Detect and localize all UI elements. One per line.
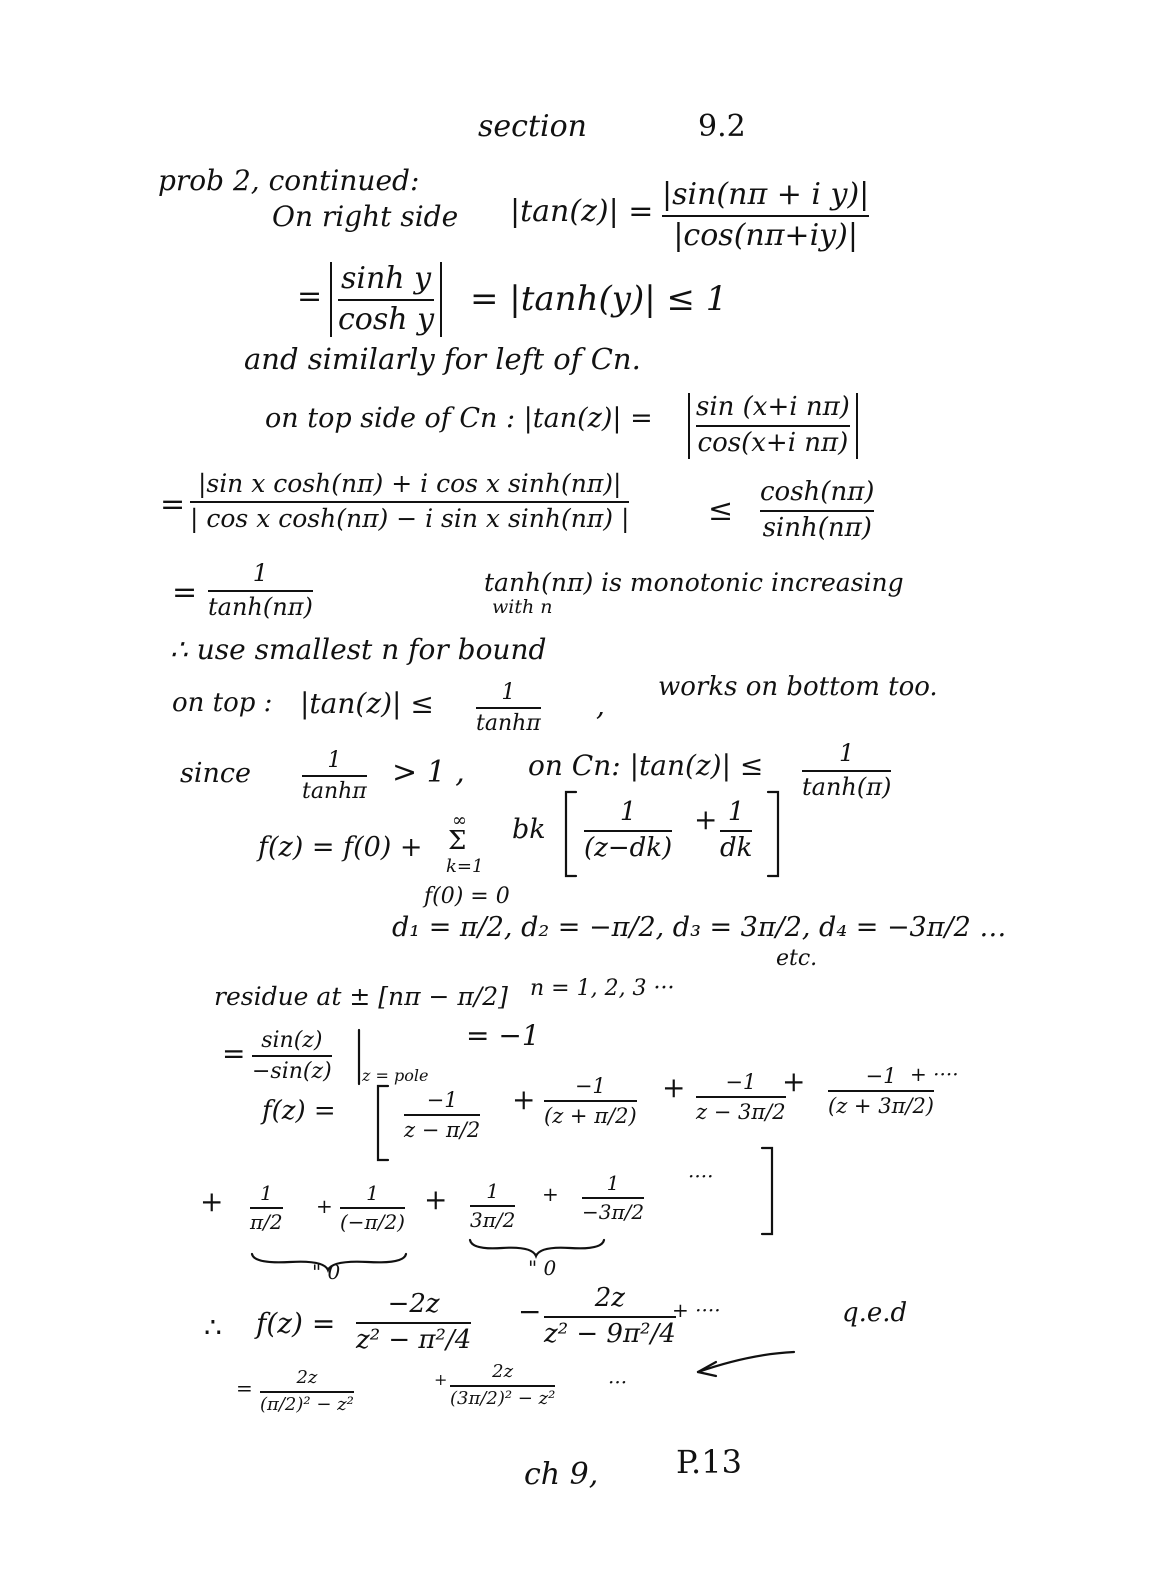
row2-term-4 [582, 1172, 644, 1224]
expansion-left-bracket [374, 1084, 394, 1164]
arrow-icon [690, 1346, 800, 1386]
qed: q.e.d [842, 1298, 908, 1328]
fraction-numerator: −1 [574, 1074, 606, 1098]
on-top-comma: , [596, 689, 605, 722]
fraction-numerator: −1 [725, 1070, 757, 1094]
fraction-bar [450, 1385, 555, 1387]
bk-coefficient: bk [512, 814, 546, 845]
expansion-plus-2: + [662, 1071, 686, 1104]
left-bracket [562, 790, 582, 880]
right-bracket [764, 790, 784, 880]
n-values: n = 1, 2, 3 ··· [530, 976, 675, 1001]
fraction-numerator: 1 [327, 748, 342, 773]
fraction-denominator: (3π/2)² − z² [450, 1387, 556, 1409]
expanded-fraction [190, 470, 629, 534]
monotonic-note-2: with n [492, 596, 553, 618]
monotonic-note: tanh(nπ) is monotonic increasing [484, 568, 904, 597]
expansion-plus-1: + [512, 1083, 536, 1116]
expansion-tail: + ···· [910, 1062, 959, 1086]
fraction-denominator: −3π/2 [582, 1200, 645, 1224]
fraction-bar [302, 775, 367, 777]
problem-heading: prob 2, continued: [158, 164, 420, 197]
fraction-numerator: 1 [501, 680, 516, 705]
fraction-denominator: z − 3π/2 [696, 1100, 786, 1125]
fraction-bar [476, 707, 541, 709]
bigfrac-equals: = [160, 487, 186, 522]
tanh-equals: = [172, 575, 198, 610]
smallest-n-note: ∴ use smallest n for bound [170, 633, 547, 666]
row2-plus-0: + [200, 1185, 224, 1218]
result-minus: − [518, 1295, 542, 1328]
similarly-note: and similarly for left of Cn. [244, 342, 641, 376]
expansion-term-1 [404, 1088, 480, 1142]
fraction-bar [404, 1114, 480, 1116]
fraction-denominator: 3π/2 [470, 1208, 516, 1232]
since-label: since [180, 758, 251, 789]
pole-list: d₁ = π/2, d₂ = −π/2, d₃ = 3π/2, d₄ = −3π/2 … [392, 912, 1007, 943]
fraction-denominator: (z + 3π/2) [828, 1094, 934, 1119]
on-top-label: on top : [172, 688, 273, 718]
f0-zero: f(0) = 0 [424, 884, 510, 909]
fraction-bar [662, 215, 869, 217]
result-lhs: f(z) = [256, 1307, 336, 1340]
cosh-over-sinh [760, 478, 874, 544]
fraction-numerator: 2z [296, 1367, 318, 1388]
fraction-denominator: π/2 [250, 1210, 283, 1234]
section-number: 9.2 [698, 109, 746, 144]
fraction-bar [544, 1100, 637, 1102]
series-term-1 [584, 798, 672, 864]
fraction-denominator: tanhπ [476, 711, 541, 737]
line2-equals: = [297, 279, 323, 314]
fraction-denominator: z² − π²/4 [356, 1324, 472, 1355]
fraction-bar [720, 830, 752, 832]
fraction-bar [696, 1096, 786, 1098]
row2-term-3 [470, 1180, 515, 1232]
fraction-bar [760, 510, 874, 512]
fraction-denominator: |cos(nπ+iy)| [673, 217, 858, 253]
residue-fraction [252, 1028, 332, 1085]
greater-than-one: > 1 , [392, 755, 465, 790]
fraction-bar [190, 501, 629, 503]
fraction-numerator: 1 [252, 559, 269, 587]
fraction-denominator: z − π/2 [404, 1118, 481, 1143]
fraction-bar [584, 830, 672, 832]
fraction-bar [802, 770, 891, 772]
fraction-denominator: dk [720, 832, 753, 863]
top-side-fraction [688, 393, 858, 459]
fraction-denominator: (z−dk) [584, 832, 673, 863]
fraction-numerator: sin (x+i nπ) [696, 392, 850, 422]
fraction-numerator: 1 [619, 797, 637, 827]
sum-upper: ∞ [452, 810, 467, 831]
bigfrac-le: ≤ [708, 493, 734, 528]
expansion-term-2 [544, 1074, 637, 1128]
right-side-label: On right side [272, 200, 459, 233]
fraction-denominator: tanh(nπ) [208, 592, 313, 621]
fraction-numerator: 2z [492, 1361, 514, 1382]
result-term-1 [356, 1290, 471, 1356]
fraction-bar [470, 1205, 515, 1207]
residue-value: = −1 [466, 1019, 540, 1052]
fraction-numerator: −2z [387, 1289, 440, 1319]
sinh-over-cosh [330, 262, 442, 337]
tanh-bound: = |tanh(y)| ≤ 1 [470, 279, 728, 319]
row2-plus-2: + [424, 1183, 448, 1216]
tan-abs-lhs: |tan(z)| = [510, 194, 654, 229]
since-fraction [302, 748, 367, 805]
fraction-bar [696, 425, 850, 427]
one-over-tanh-npi [208, 560, 313, 621]
fraction-bar [356, 1322, 471, 1324]
result2-dots: ··· [608, 1370, 628, 1394]
result2-term-2 [450, 1362, 555, 1409]
fraction-bar [828, 1090, 934, 1092]
fraction-denominator: sinh(nπ) [762, 512, 872, 543]
residue-label: residue at ± [nπ − π/2] [214, 982, 508, 1011]
on-cn-bound: on Cn: |tan(z)| ≤ [528, 749, 764, 782]
fraction-bar [208, 590, 313, 592]
result2-equals: = [236, 1376, 253, 1400]
fraction-numerator: 1 [606, 1171, 620, 1195]
on-top-expr: |tan(z)| ≤ [300, 687, 434, 720]
fraction-numerator: |sin(nπ + i y)| [662, 177, 870, 212]
fraction-numerator: 1 [727, 797, 745, 827]
fraction-numerator: cosh(nπ) [760, 477, 875, 507]
fraction-bar [252, 1055, 332, 1057]
series-plus: + [694, 803, 718, 836]
works-bottom-note: works on bottom too. [658, 672, 938, 702]
sum-symbol: Σ [448, 826, 467, 856]
expansion-plus-3: + [782, 1065, 806, 1098]
sum-lower: k=1 [446, 856, 484, 877]
fraction-denominator: tanh(π) [802, 772, 892, 801]
fraction-bar [338, 299, 434, 301]
one-over-tanh-pi [476, 680, 541, 737]
fraction-denominator: cosh y [338, 301, 435, 337]
therefore-symbol: ∴ [204, 1311, 222, 1344]
fraction-bar [582, 1197, 644, 1199]
result-tail: + ···· [672, 1298, 721, 1322]
fraction-denominator: (z + π/2) [544, 1104, 637, 1129]
expansion-term-3 [696, 1070, 786, 1124]
result2-plus: + [434, 1370, 448, 1389]
chapter-label: ch 9, [524, 1457, 599, 1492]
expansion-lhs: f(z) = [262, 1096, 336, 1126]
fraction-denominator: −sin(z) [252, 1059, 332, 1085]
fraction-numerator: 1 [486, 1179, 500, 1203]
fraction-denominator: | cos x cosh(nπ) − i sin x sinh(nπ) | [190, 503, 630, 533]
fraction-denominator: tanhπ [302, 779, 367, 805]
residue-equals: = [222, 1037, 246, 1070]
result2-term-1 [260, 1368, 354, 1415]
fraction-numerator: 1 [839, 739, 855, 767]
section-label: section [478, 109, 587, 144]
top-side-label: on top side of Cn : |tan(z)| = [265, 403, 653, 434]
fraction-bar [544, 1316, 676, 1318]
underbrace-left-zero: " 0 [312, 1260, 341, 1284]
fraction-denominator: z² − 9π²/4 [544, 1318, 676, 1349]
fraction-bar [250, 1207, 283, 1209]
fraction-denominator: (−π/2) [340, 1210, 405, 1234]
underbrace-right-zero: " 0 [528, 1256, 557, 1280]
row2-dots: ···· [688, 1164, 714, 1188]
row2-plus-3: + [542, 1182, 559, 1206]
fraction-bar [260, 1391, 354, 1393]
fraction-numerator: 1 [259, 1181, 273, 1205]
fraction-numerator: sinh y [340, 261, 432, 296]
fraction-numerator: 2z [594, 1283, 626, 1313]
expansion-right-bracket [756, 1146, 780, 1238]
eval-at-pole: z = pole [362, 1066, 429, 1085]
result-term-2 [544, 1284, 676, 1350]
fraction-numerator: sin(z) [261, 1028, 323, 1053]
fraction-numerator: 1 [366, 1181, 379, 1205]
fraction-numerator: |sin x cosh(nπ) + i cos x sinh(nπ)| [197, 469, 622, 498]
series-lhs: f(z) = f(0) + [258, 832, 423, 863]
poles-etc: etc. [776, 946, 818, 971]
row2-term-2 [340, 1182, 405, 1234]
right-side-fraction [662, 178, 869, 253]
fraction-numerator: −1 [426, 1088, 458, 1112]
underbrace-right [468, 1236, 608, 1258]
one-over-tanh-pi-2 [802, 740, 891, 801]
fraction-numerator: −1 [865, 1064, 897, 1088]
page-number: P.13 [676, 1443, 742, 1481]
fraction-bar [340, 1207, 405, 1209]
series-term-2 [720, 798, 752, 864]
row2-plus-1: + [316, 1194, 333, 1218]
fraction-denominator: (π/2)² − z² [260, 1393, 354, 1415]
fraction-denominator: cos(x+i nπ) [697, 427, 849, 458]
row2-term-1 [250, 1182, 283, 1234]
